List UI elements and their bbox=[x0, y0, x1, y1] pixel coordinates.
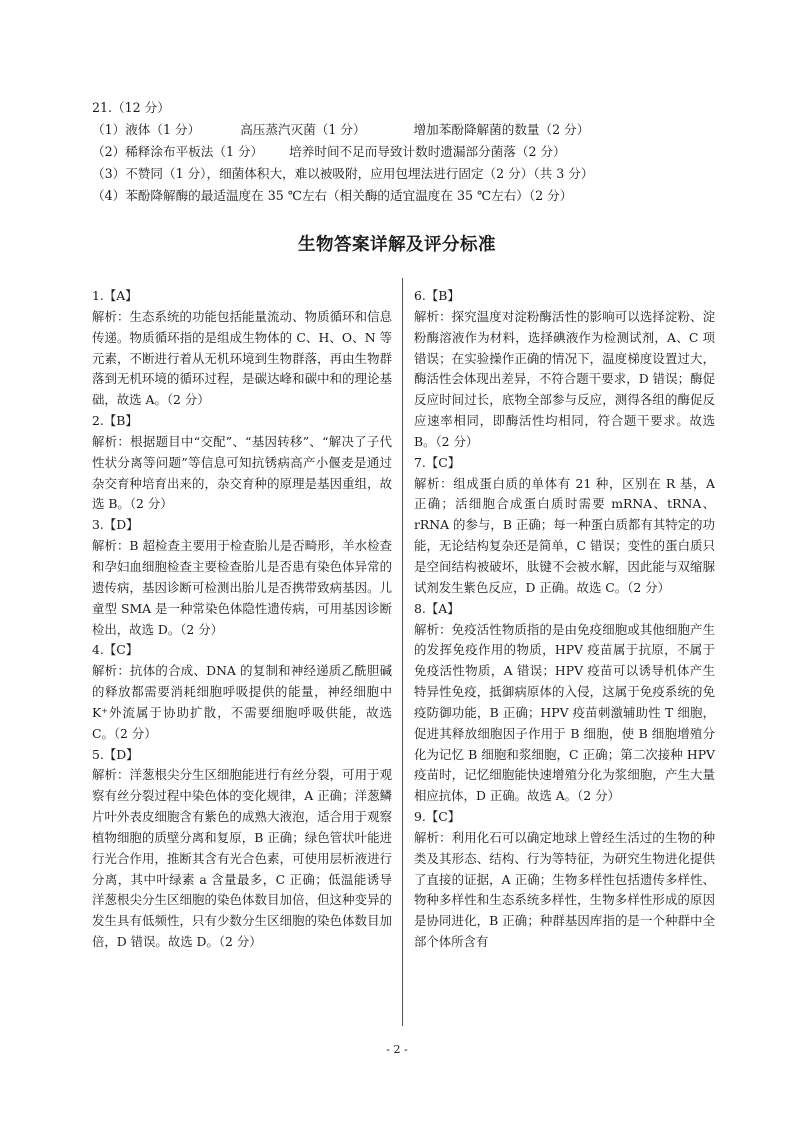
column-divider bbox=[402, 278, 403, 1026]
q21-line-1c: 增加苯酚降解菌的数量（2 分） bbox=[413, 122, 590, 137]
q21-line-1b: 高压蒸汽灭菌（1 分） bbox=[240, 122, 366, 137]
answer-head: 8.【A】 bbox=[414, 600, 460, 616]
answer-1 bbox=[92, 286, 392, 411]
q21-line-2b: 培养时间不足而导致计数时遗漏部分菌落（2 分） bbox=[289, 144, 566, 159]
q21-title: 21.（12 分） bbox=[92, 100, 170, 115]
answer-head: 5.【D】 bbox=[92, 746, 139, 762]
page-number: - 2 - bbox=[386, 1043, 408, 1056]
answer-explanation: 解析：免疫活性物质指的是由免疫细胞或其他细胞产生的发挥免疫作用的物质，HPV 疫苗属于抗原，不属于免疫活性物质，A 错误；HPV 疫苗可以诱导机体产生特异性免疫，抵御病原体的入侵，这属于免疫系统的免疫防御功能，B 正确；HPV 疫苗刺激辅助性 T 细胞，促进其释放细胞因子作用于 B 细胞，使 B 细胞增殖分化为记忆 B 细胞和浆细胞，C 正确；第二次接种 HPV 疫苗时，记忆细胞能快速增殖分化为浆细胞，产生大量相应抗体，D 正确。故选 A。（2 分） bbox=[414, 621, 715, 804]
section-title: 生物答案详解及评分标准 bbox=[298, 235, 496, 255]
answer-head: 9.【C】 bbox=[414, 809, 461, 825]
answer-head: 4.【C】 bbox=[92, 642, 139, 658]
answer-head: 2.【B】 bbox=[92, 413, 138, 429]
answer-2 bbox=[92, 411, 392, 515]
answer-3 bbox=[92, 515, 392, 640]
q21-line-3: （3）不赞同（1 分），细菌体积大，难以被吸附，应用包埋法进行固定（2 分）（共 3 分） bbox=[92, 166, 594, 181]
answer-explanation: 解析：抗体的合成、DNA 的复制和神经递质乙酰胆碱的释放都需要消耗细胞呼吸提供的能量，神经细胞中 K⁺外流属于协助扩散，不需要细胞呼吸供能，故选 C。（2 分） bbox=[92, 663, 392, 741]
q21-line-1 bbox=[92, 119, 732, 141]
answer-explanation: 解析：探究温度对淀粉酶活性的影响可以选择淀粉、淀粉酶溶液作为材料，选择碘液作为检测试剂，A、C 项错误；在实验操作正确的情况下，温度梯度设置过大，酶活性会体现出差异，不符合题干要求，D 错误；酶促反应时间过长，底物全部参与反应，测得各组的酶促反应速率相同，即酶活性均相同，符合题干要求。故选 B。（2 分） bbox=[414, 308, 715, 449]
answer-7 bbox=[414, 453, 715, 599]
answer-5 bbox=[92, 745, 392, 953]
answer-explanation: 解析：B 超检查主要用于检查胎儿是否畸形，羊水检查和孕妇血细胞检查主要检查胎儿是否患有染色体异常的遗传病，基因诊断可检测出胎儿是否携带致病基因。儿童型 SMA 是一种常染色体隐性遗传病，可用基因诊断检出，故选 D。（2 分） bbox=[92, 538, 392, 637]
answer-4 bbox=[92, 640, 392, 744]
q21-line-2 bbox=[92, 141, 732, 163]
answer-head: 1.【A】 bbox=[92, 288, 138, 303]
left-column bbox=[92, 286, 392, 953]
q21-line-1a: （1）液体（1 分） bbox=[92, 122, 201, 137]
right-column bbox=[414, 286, 715, 953]
answer-explanation: 解析：组成蛋白质的单体有 21 种，区别在 R 基，A 正确；活细胞合成蛋白质时需要 mRNA、tRNA、rRNA 的参与，B 正确；每一种蛋白质都有其特定的功能，无论结构复杂还是简单，C 错误；变性的蛋白质只是空间结构被破坏，肽键不会被水解，因此能与双缩脲试剂发生紫色反应，D 正确。故选 C。（2 分） bbox=[414, 475, 715, 595]
answer-explanation: 解析：生态系统的功能包括能量流动、物质循环和信息传递。物质循环指的是组成生物体的 C、H、O、N 等元素，不断进行着从无机环境到生物群落，再由生物群落到无机环境的循环过程，是碳达峰和碳中和的理论基础，故选 A。（2 分） bbox=[92, 308, 392, 408]
answer-explanation: 解析：根据题目中“交配”、“基因转移”、“解决了子代性状分离等问题”等信息可知抗锈病高产小偃麦是通过杂交育种培育出来的，杂交育种的原理是基因重组，故选 B。（2 分） bbox=[92, 433, 392, 512]
answer-6 bbox=[414, 286, 715, 453]
question-21-answers bbox=[92, 97, 732, 207]
answer-head: 6.【B】 bbox=[414, 288, 460, 303]
answer-head: 7.【C】 bbox=[414, 454, 461, 470]
q21-line-2a: （2）稀释涂布平板法（1 分） bbox=[92, 144, 264, 159]
answer-explanation: 解析：利用化石可以确定地球上曾经生活过的生物的种类及其形态、结构、行为等特征，为研究生物进化提供了直接的证据，A 正确；生物多样性包括遗传多样性、物种多样性和生态系统多样性，生物多样性形成的原因是协同进化，B 正确；种群基因库指的是一个种群中全部个体所含有 bbox=[414, 829, 715, 950]
answer-9 bbox=[414, 807, 715, 953]
q21-line-4: （4）苯酚降解酶的最适温度在 35 ℃左右（相关酶的适宜温度在 35 ℃左右）（2 分） bbox=[92, 188, 573, 203]
answer-head: 3.【D】 bbox=[92, 517, 139, 533]
answer-explanation: 解析：洋葱根尖分生区细胞能进行有丝分裂，可用于观察有丝分裂过程中染色体的变化规律，A 正确；洋葱鳞片叶外表皮细胞含有紫色的成熟大液泡，适合用于观察植物细胞的质壁分离和复原，B 正确；绿色管状叶能进行光合作用，推断其含有光合色素，可使用层析液进行分离，其中叶绿素 a 含量最多，C 正确；低温能诱导洋葱根尖分生区细胞的染色体数目加倍，但这种变异的发生具有低频性，只有少数分生区细胞的染色体数目加倍，D 错误。故选 D。（2 分） bbox=[92, 767, 392, 950]
answer-8 bbox=[414, 599, 715, 807]
